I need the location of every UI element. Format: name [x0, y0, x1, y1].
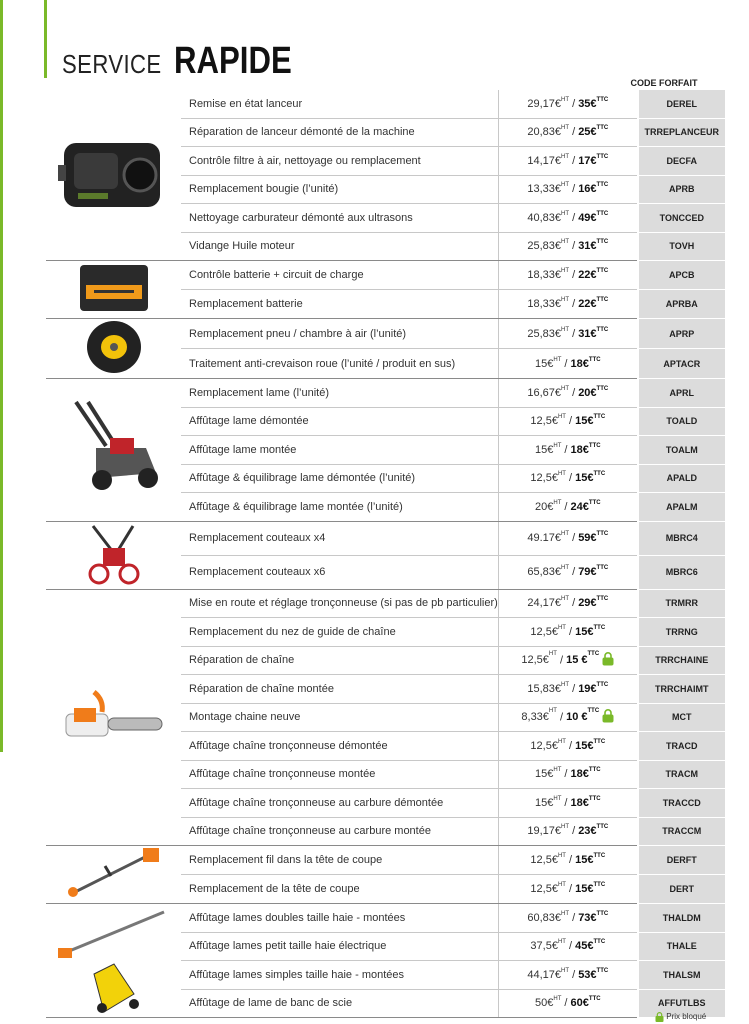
service-label: Affûtage chaîne tronçonneuse démontée [181, 732, 498, 761]
price-cell [498, 493, 638, 522]
price-ttc: 15€$^{TTC}$ [575, 882, 606, 895]
forfait-code: TRRCHAIMT [638, 675, 725, 704]
forfait-code: DERFT [638, 846, 725, 875]
price-separator: / [569, 911, 579, 924]
price-cell [498, 732, 638, 761]
price-ht: 15€$^{HT}$ [535, 767, 562, 781]
price-cell [498, 646, 638, 675]
price-separator: / [569, 968, 579, 981]
price-separator: / [565, 625, 576, 638]
forfait-code: DECFA [638, 147, 725, 176]
lawnmower-icon [66, 489, 162, 501]
price-cell [498, 932, 638, 961]
price-cell [498, 436, 638, 465]
price-ttc: 73€$^{TTC}$ [578, 910, 609, 924]
price-ht: 15€$^{HT}$ [535, 795, 562, 809]
price-ht: 37,5€$^{HT}$ [530, 939, 566, 953]
lock-icon [655, 1012, 664, 1021]
price-ttc: 24€$^{TTC}$ [570, 499, 601, 513]
price-cell [498, 904, 638, 933]
price-separator: / [569, 97, 579, 110]
forfait-code: APRBA [638, 290, 725, 319]
price-separator: / [569, 211, 579, 224]
price-ht: 16,67€$^{HT}$ [527, 385, 570, 399]
price-separator: / [565, 739, 576, 752]
service-label: Contrôle batterie + circuit de charge [181, 261, 498, 290]
product-image-cell [46, 261, 181, 319]
price-ttc: 31€$^{TTC}$ [578, 239, 609, 253]
price-ttc: 15€$^{TTC}$ [575, 414, 606, 428]
forfait-code: TOALD [638, 407, 725, 436]
price-ttc: 29€$^{TTC}$ [578, 596, 609, 610]
service-label: Affûtage chaîne tronçonneuse au carbure montée [181, 817, 498, 846]
price-ttc: 19€$^{TTC}$ [578, 681, 609, 695]
price-separator: / [561, 357, 571, 370]
service-label: Affûtage lame démontée [181, 407, 498, 436]
service-label: Remplacement de la tête de coupe [181, 875, 498, 904]
service-label: Réparation de chaîne [181, 646, 498, 675]
price-cell [498, 319, 638, 349]
price-ht: 49.17€$^{HT}$ [527, 531, 570, 544]
price-ttc: 18€$^{TTC}$ [570, 442, 601, 456]
legend [655, 1012, 706, 1022]
engine-icon [58, 204, 170, 216]
forfait-code: TOALM [638, 436, 725, 465]
price-ttc: 60€$^{TTC}$ [570, 996, 601, 1010]
service-label: Montage chaine neuve [181, 703, 498, 732]
price-separator: / [561, 500, 571, 513]
forfait-code: TRACM [638, 760, 725, 789]
service-label: Réparation de lanceur démonté de la machine [181, 118, 498, 147]
service-label: Affûtage de lame de banc de scie [181, 989, 498, 1018]
price-ttc: 17€$^{TTC}$ [578, 153, 609, 167]
service-label: Remplacement bougie (l’unité) [181, 175, 498, 204]
product-image-cell [46, 319, 181, 379]
price-ttc: 20€$^{TTC}$ [578, 385, 609, 399]
price-cell [498, 261, 638, 290]
price-cell [498, 379, 638, 408]
price-ht: 12,5€$^{HT}$ [530, 414, 566, 428]
forfait-code: TRREPLANCEUR [638, 118, 725, 147]
product-image-cell [46, 90, 181, 261]
service-label: Réparation de chaîne montée [181, 675, 498, 704]
price-ht: 15,83€$^{HT}$ [527, 681, 570, 695]
trimmer-icon [65, 891, 163, 903]
service-label: Vidange Huile moteur [181, 232, 498, 261]
forfait-code: TRACCD [638, 789, 725, 818]
price-ttc: 18€$^{TTC}$ [570, 356, 601, 370]
price-ttc: 15€$^{TTC}$ [575, 624, 606, 638]
price-ttc: 15€$^{TTC}$ [575, 853, 606, 866]
price-separator: / [569, 597, 579, 610]
price-separator: / [565, 415, 576, 428]
price-ht: 20€$^{HT}$ [535, 499, 562, 513]
forfait-code: TRACD [638, 732, 725, 761]
forfait-code: APALD [638, 464, 725, 493]
table-row [46, 90, 725, 118]
service-label: Remplacement batterie [181, 290, 498, 319]
service-label: Affûtage lames doubles taille haie - montées [181, 904, 498, 933]
price-ht: 15€$^{HT}$ [535, 442, 562, 456]
price-cell [498, 90, 638, 118]
table-row [46, 846, 725, 875]
chainsaw-icon [64, 733, 164, 745]
price-ht: 12,5€$^{HT}$ [530, 882, 566, 895]
price-separator: / [556, 654, 567, 667]
service-label: Affûtage lame montée [181, 436, 498, 465]
forfait-code: APRL [638, 379, 725, 408]
table-row [46, 589, 725, 618]
price-ht: 14,17€$^{HT}$ [527, 153, 570, 167]
service-label: Remplacement couteaux x6 [181, 555, 498, 589]
forfait-code: APRB [638, 175, 725, 204]
price-separator: / [565, 883, 576, 895]
price-ttc: 15€$^{TTC}$ [575, 471, 606, 485]
price-ht: 29,17€$^{HT}$ [527, 96, 570, 110]
price-ht: 18,33€$^{HT}$ [527, 268, 570, 281]
price-separator: / [569, 825, 579, 838]
product-image-cell [46, 846, 181, 904]
price-ttc: 53€$^{TTC}$ [578, 967, 609, 981]
price-ttc: 15€$^{TTC}$ [575, 738, 606, 752]
forfait-code: APALM [638, 493, 725, 522]
product-image-cell [46, 379, 181, 522]
price-separator: / [561, 768, 571, 781]
page-title-bold: RAPIDE [173, 40, 292, 82]
price-ttc: 59€$^{TTC}$ [578, 531, 609, 544]
battery-icon [74, 306, 154, 318]
price-ht: 13,33€$^{HT}$ [527, 182, 570, 196]
legend-label: Prix bloqué [666, 1012, 707, 1022]
service-label: Remplacement lame (l’unité) [181, 379, 498, 408]
price-cell [498, 817, 638, 846]
price-cell [498, 618, 638, 647]
service-label: Remplacement couteaux x4 [181, 521, 498, 555]
price-separator: / [569, 532, 579, 544]
price-separator: / [569, 298, 579, 310]
price-ht: 24,17€$^{HT}$ [527, 596, 570, 610]
price-separator: / [565, 472, 576, 485]
service-label: Nettoyage carburateur démonté aux ultrasons [181, 204, 498, 233]
price-ttc: 22€$^{TTC}$ [578, 268, 609, 281]
price-ttc: 22€$^{TTC}$ [578, 297, 609, 310]
price-ttc: 15 €$^{TTC}$ [566, 650, 600, 667]
price-ht: 25,83€$^{HT}$ [527, 239, 570, 253]
page-title-light: SERVICE [62, 49, 162, 79]
price-separator: / [556, 711, 567, 724]
forfait-code: TONCCED [638, 204, 725, 233]
table-row [46, 379, 725, 408]
price-ttc: 18€$^{TTC}$ [570, 795, 601, 809]
price-separator: / [569, 183, 579, 196]
price-ht: 25,83€$^{HT}$ [527, 326, 570, 340]
price-ttc: 35€$^{TTC}$ [578, 96, 609, 110]
forfait-code: MCT [638, 703, 725, 732]
forfait-code: DEREL [638, 90, 725, 118]
forfait-code: TOVH [638, 232, 725, 261]
price-separator: / [569, 566, 579, 578]
service-label: Affûtage lames simples taille haie - montées [181, 961, 498, 990]
price-ttc: 79€$^{TTC}$ [578, 565, 609, 578]
lock-icon [602, 709, 614, 726]
price-cell [498, 349, 638, 379]
forfait-code: TRMRR [638, 589, 725, 618]
price-ht: 12,5€$^{HT}$ [521, 650, 557, 667]
price-ht: 50€$^{HT}$ [535, 996, 562, 1010]
service-label: Affûtage lames petit taille haie électrique [181, 932, 498, 961]
price-cell [498, 875, 638, 904]
service-label: Remplacement du nez de guide de chaîne [181, 618, 498, 647]
service-label: Contrôle filtre à air, nettoyage ou remplacement [181, 147, 498, 176]
wheel-icon [84, 366, 144, 378]
price-cell [498, 589, 638, 618]
price-cell [498, 118, 638, 147]
price-separator: / [561, 997, 571, 1010]
service-label: Mise en route et réglage tronçonneuse (si pas de pb particulier) [181, 589, 498, 618]
forfait-code: APCB [638, 261, 725, 290]
price-ttc: 23€$^{TTC}$ [578, 824, 609, 838]
price-separator: / [565, 854, 576, 866]
table-row [46, 261, 725, 290]
forfait-code: APTACR [638, 349, 725, 379]
forfait-code: TRRCHAINE [638, 646, 725, 675]
price-ht: 12,5€$^{HT}$ [530, 738, 566, 752]
table-row [46, 319, 725, 349]
forfait-code: TRRNG [638, 618, 725, 647]
price-cell [498, 521, 638, 555]
forfait-code: DERT [638, 875, 725, 904]
service-label: Affûtage & équilibrage lame montée (l’unité) [181, 493, 498, 522]
price-ttc: 31€$^{TTC}$ [578, 326, 609, 340]
price-cell [498, 760, 638, 789]
page-accent-bar [0, 0, 3, 752]
price-separator: / [569, 386, 579, 399]
price-ht: 15€$^{HT}$ [535, 356, 562, 370]
price-cell [498, 675, 638, 704]
product-image-cell [46, 521, 181, 589]
service-label: Affûtage chaîne tronçonneuse montée [181, 760, 498, 789]
price-ttc: 16€$^{TTC}$ [578, 182, 609, 196]
service-label: Traitement anti-crevaison roue (l’unité / produit en sus) [181, 349, 498, 379]
price-separator: / [561, 443, 571, 456]
product-image-cell [46, 589, 181, 846]
forfait-code: AFFUTLBS [638, 989, 725, 1018]
price-ht: 60,83€$^{HT}$ [527, 910, 570, 924]
price-separator: / [569, 240, 579, 253]
service-label: Remplacement pneu / chambre à air (l’unité) [181, 319, 498, 349]
service-label: Affûtage & équilibrage lame démontée (l’unité) [181, 464, 498, 493]
price-cell [498, 147, 638, 176]
price-cell [498, 555, 638, 589]
forfait-code: TRACCM [638, 817, 725, 846]
title-accent-bar [44, 0, 47, 78]
price-ht: 19,17€$^{HT}$ [527, 824, 570, 838]
product-image-cell [46, 904, 181, 1018]
price-cell [498, 989, 638, 1018]
price-cell [498, 961, 638, 990]
forfait-code: MBRC6 [638, 555, 725, 589]
price-table [46, 90, 725, 1018]
forfait-code: APRP [638, 319, 725, 349]
price-separator: / [561, 796, 571, 809]
forfait-code: THALE [638, 932, 725, 961]
price-ttc: 49€$^{TTC}$ [578, 210, 609, 224]
price-separator: / [569, 327, 579, 340]
price-ttc: 45€$^{TTC}$ [575, 939, 606, 953]
price-ht: 18,33€$^{HT}$ [527, 297, 570, 310]
hedge-trimmer-icon [54, 1005, 174, 1017]
code-column-header: CODE FORFAIT [630, 78, 698, 88]
price-ht: 40,83€$^{HT}$ [527, 210, 570, 224]
price-ht: 44,17€$^{HT}$ [527, 967, 570, 981]
service-label: Affûtage chaîne tronçonneuse au carbure démontée [181, 789, 498, 818]
price-cell [498, 789, 638, 818]
price-separator: / [569, 126, 579, 139]
lock-icon [602, 652, 614, 669]
price-separator: / [565, 940, 576, 953]
price-ttc: 10 €$^{TTC}$ [566, 707, 600, 724]
forfait-code: MBRC4 [638, 521, 725, 555]
price-ht: 12,5€$^{HT}$ [530, 471, 566, 485]
price-ht: 12,5€$^{HT}$ [530, 624, 566, 638]
price-cell [498, 846, 638, 875]
price-cell [498, 703, 638, 732]
table-row [46, 904, 725, 933]
price-ttc: 25€$^{TTC}$ [578, 125, 609, 139]
price-cell [498, 232, 638, 261]
table-row [46, 521, 725, 555]
price-ht: 65,83€$^{HT}$ [527, 565, 570, 578]
price-ht: 20,83€$^{HT}$ [527, 125, 570, 139]
price-cell [498, 175, 638, 204]
price-cell [498, 407, 638, 436]
page-title [62, 40, 317, 83]
price-cell [498, 204, 638, 233]
price-separator: / [569, 269, 579, 281]
price-separator: / [569, 682, 579, 695]
service-label: Remplacement fil dans la tête de coupe [181, 846, 498, 875]
price-separator: / [569, 154, 579, 167]
price-ht: 12,5€$^{HT}$ [530, 853, 566, 866]
service-label: Remise en état lanceur [181, 90, 498, 118]
price-ht: 8,33€$^{HT}$ [521, 707, 557, 724]
price-cell [498, 464, 638, 493]
forfait-code: THALSM [638, 961, 725, 990]
price-cell [498, 290, 638, 319]
tiller-icon [83, 577, 145, 589]
price-ttc: 18€$^{TTC}$ [570, 767, 601, 781]
forfait-code: THALDM [638, 904, 725, 933]
